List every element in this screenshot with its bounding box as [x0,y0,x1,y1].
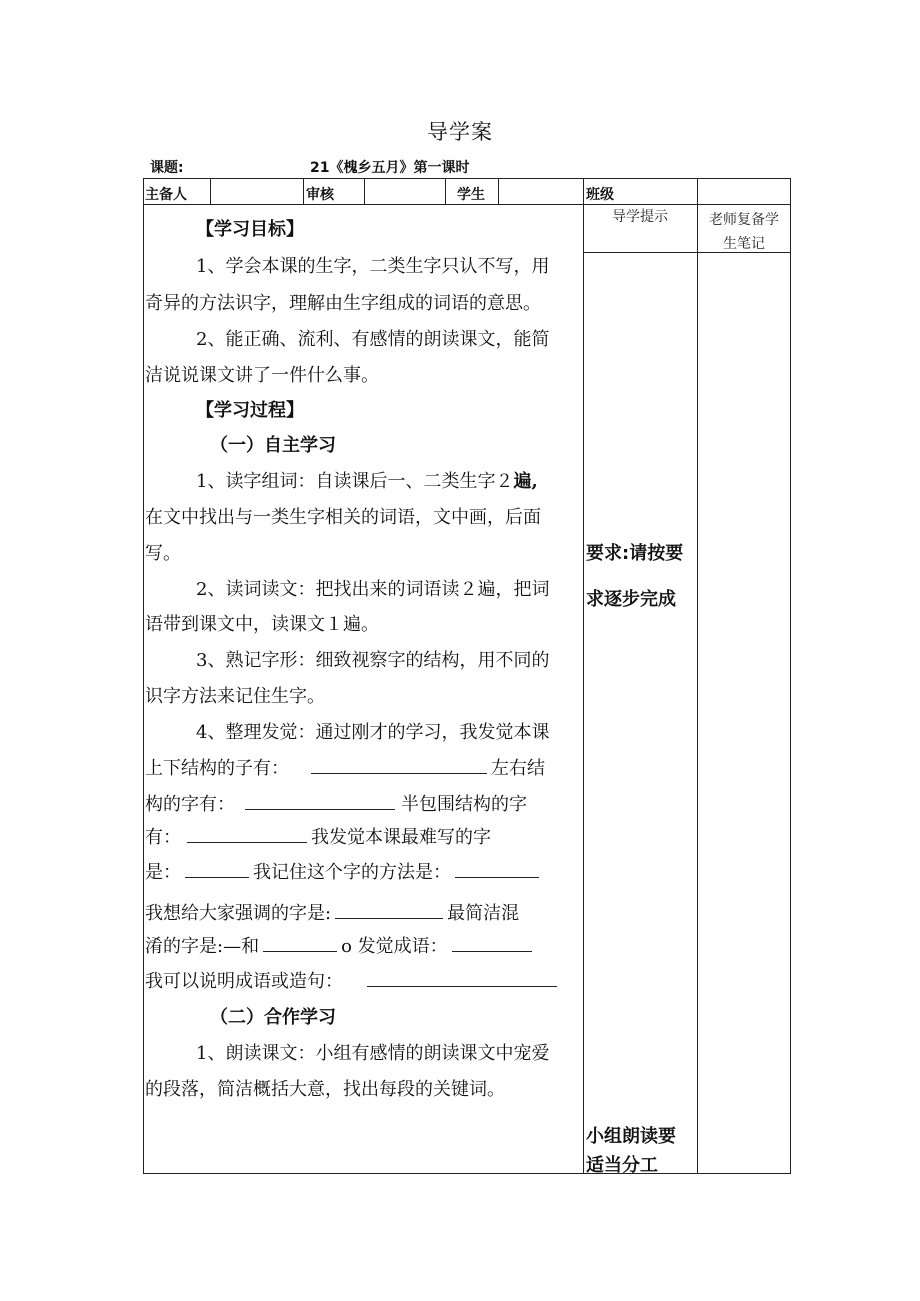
class-label: 班级 [586,187,614,203]
step-1-line-1: 1、读字组词：自读课后一、二类生字２遍, [196,471,538,492]
blank-field[interactable] [187,826,307,843]
goal-1-line-1: 1、学会本课的生字，二类生字只认不写，用 [196,256,550,277]
requirement-line-2: 求逐步完成 [586,589,676,610]
reviewer-label: 审核 [306,187,334,203]
goal-2-line-2: 洁说说课文讲了一件什么事。 [145,365,379,386]
section-2-heading: （二）合作学习 [210,1007,336,1028]
topic-value: 21《槐乡五月》第一课时 [310,160,470,176]
coop-1-line-1: 1、朗读课文：小组有感情的朗读课文中宠爱 [196,1043,550,1064]
blank-field[interactable] [455,861,539,878]
step-2-line-1: 2、读词读文：把找出来的词语读２遍，把词 [196,579,550,600]
step-1-line-2: 在文中找出与一类生字相关的词语，文中画，后面 [145,507,541,528]
topic-label: 课题: [150,160,184,176]
step-4-line-6: 我想给大家强调的字是: 最简洁混 [145,903,520,924]
process-heading: 【学习过程】 [196,400,304,421]
step-4-line-5: 是： 我记住这个字的方法是： [145,858,539,884]
teacher-notes-header: 老师复备学 生笔记 [709,212,779,252]
student-label: 学生 [457,187,485,203]
step-3-line-2: 识字方法来记住生字。 [145,686,325,707]
blank-field[interactable] [367,970,557,987]
section-1-heading: （一）自主学习 [210,435,336,456]
goal-1-line-2: 奇异的方法识字，理解由生字组成的词语的意思。 [145,293,541,314]
step-2-line-2: 语带到课文中，读课文１遍。 [145,614,379,635]
group-reading-line-1: 小组朗读要 [586,1126,676,1147]
step-3-line-1: 3、熟记字形：细致视察字的结构，用不同的 [196,650,550,671]
goal-2-line-1: 2、能正确、流利、有感情的朗读课文，能简 [196,329,550,350]
requirement-line-1: 要求:请按要 [586,543,684,564]
group-reading-line-2: 适当分工 [586,1155,658,1176]
blank-field[interactable] [185,861,249,878]
step-4-line-3: 构的字有： 半包围结构的字 [145,794,527,815]
step-4-line-2: 上下结构的子有： 左右结 [145,758,545,779]
blank-field[interactable] [311,757,487,774]
goals-heading: 【学习目标】 [196,219,304,240]
document-title: 导学案 [427,120,493,144]
step-4-line-7: 淆的字是:—和 o 发觉成语： [145,932,532,958]
hints-column-header: 导学提示 [612,209,668,225]
step-4-line-1: 4、整理发觉：通过刚才的学习，我发觉本课 [196,722,550,743]
preparer-label: 主备人 [145,187,187,203]
blank-field[interactable] [335,902,443,919]
step-4-line-8: 我可以说明成语或造句： [145,967,557,993]
step-1-line-3: 写。 [145,543,181,564]
coop-1-line-2: 的段落，简洁概括大意，找出每段的关键词。 [145,1079,505,1100]
blank-field[interactable] [452,935,532,952]
blank-field[interactable] [263,935,337,952]
step-4-line-4: 有： 我发觉本课最难写的字 [145,827,491,848]
blank-field[interactable] [245,793,395,810]
